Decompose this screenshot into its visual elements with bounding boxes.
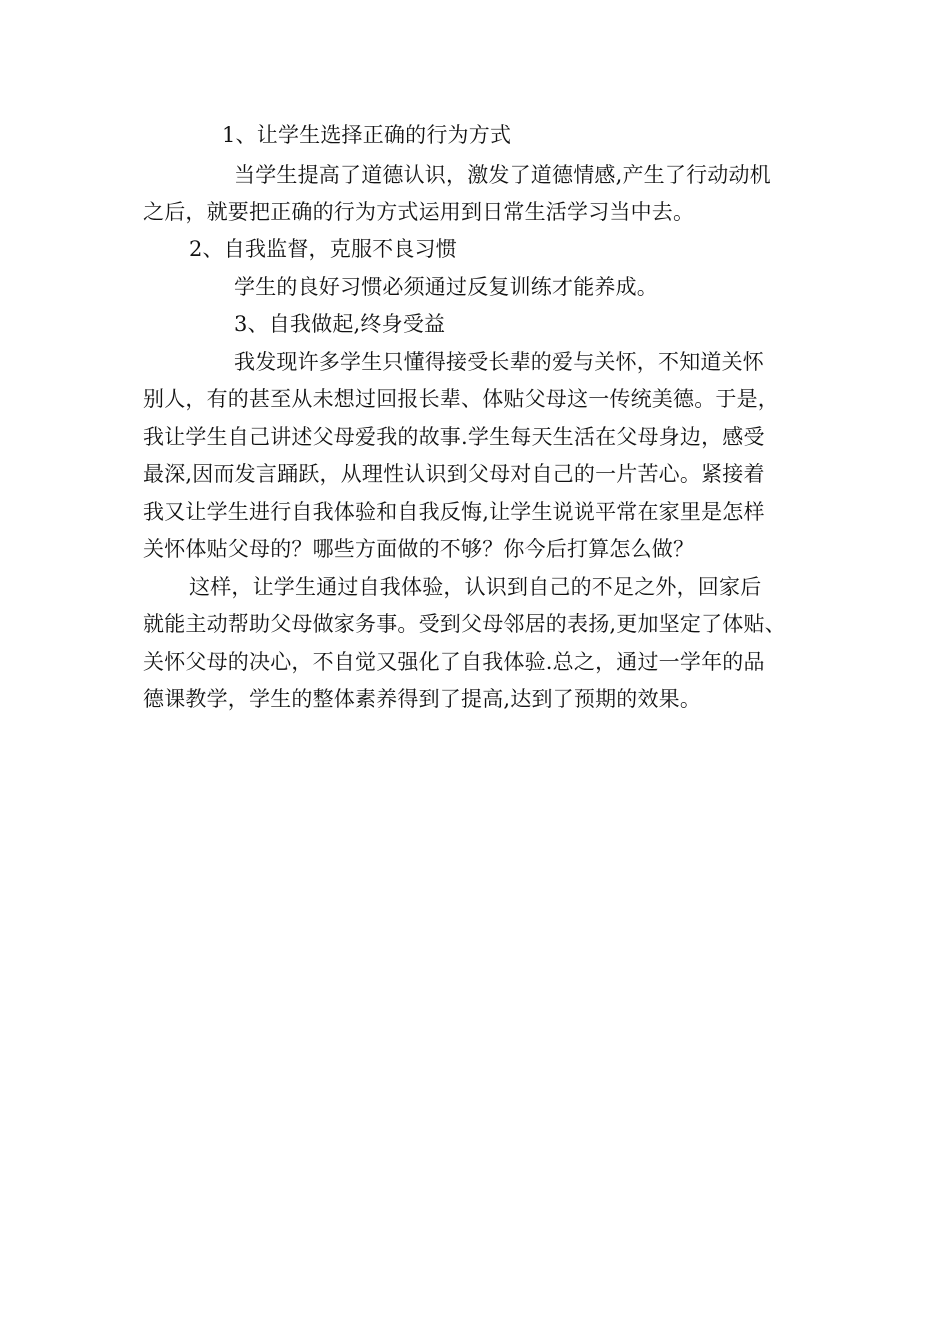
- paragraph-4-line-1: 这样，让学生通过自我体验，认识到自己的不足之外，回家后: [189, 575, 762, 599]
- paragraph-4-line-4: 德课教学，学生的整体素养得到了提高,达到了预期的效果。: [143, 687, 702, 711]
- paragraph-3-line-2: 别人，有的甚至从未想过回报长辈、体贴父母这一传统美德。于是，: [143, 387, 779, 411]
- heading-3: 3、自我做起,终身受益: [234, 312, 446, 336]
- paragraph-4-line-2: 就能主动帮助父母做家务事。受到父母邻居的表扬,更加坚定了体贴、: [143, 612, 786, 636]
- paragraph-1-line-2: 之后，就要把正确的行为方式运用到日常生活学习当中去。: [143, 200, 695, 224]
- paragraph-3-line-6: 关怀体贴父母的？哪些方面做的不够？你今后打算怎么做？: [143, 537, 695, 561]
- heading-1: 1、让学生选择正确的行为方式: [222, 123, 512, 147]
- paragraph-1-line-1: 当学生提高了道德认识，激发了道德情感,产生了行动动机: [234, 163, 771, 187]
- paragraph-3-line-3: 我让学生自己讲述父母爱我的故事.学生每天生活在父母身边，感受: [143, 425, 765, 449]
- paragraph-3-line-4: 最深,因而发言踊跃，从理性认识到父母对自己的一片苦心。紧接着: [143, 462, 765, 486]
- heading-2: 2、自我监督，克服不良习惯: [189, 237, 457, 261]
- paragraph-3-line-5: 我又让学生进行自我体验和自我反悔,让学生说说平常在家里是怎样: [143, 500, 765, 524]
- paragraph-2-line-1: 学生的良好习惯必须通过反复训练才能养成。: [234, 275, 658, 299]
- paragraph-3-line-1: 我发现许多学生只懂得接受长辈的爱与关怀，不知道关怀: [234, 350, 764, 374]
- paragraph-4-line-3: 关怀父母的决心，不自觉又强化了自我体验.总之，通过一学年的品: [143, 650, 765, 674]
